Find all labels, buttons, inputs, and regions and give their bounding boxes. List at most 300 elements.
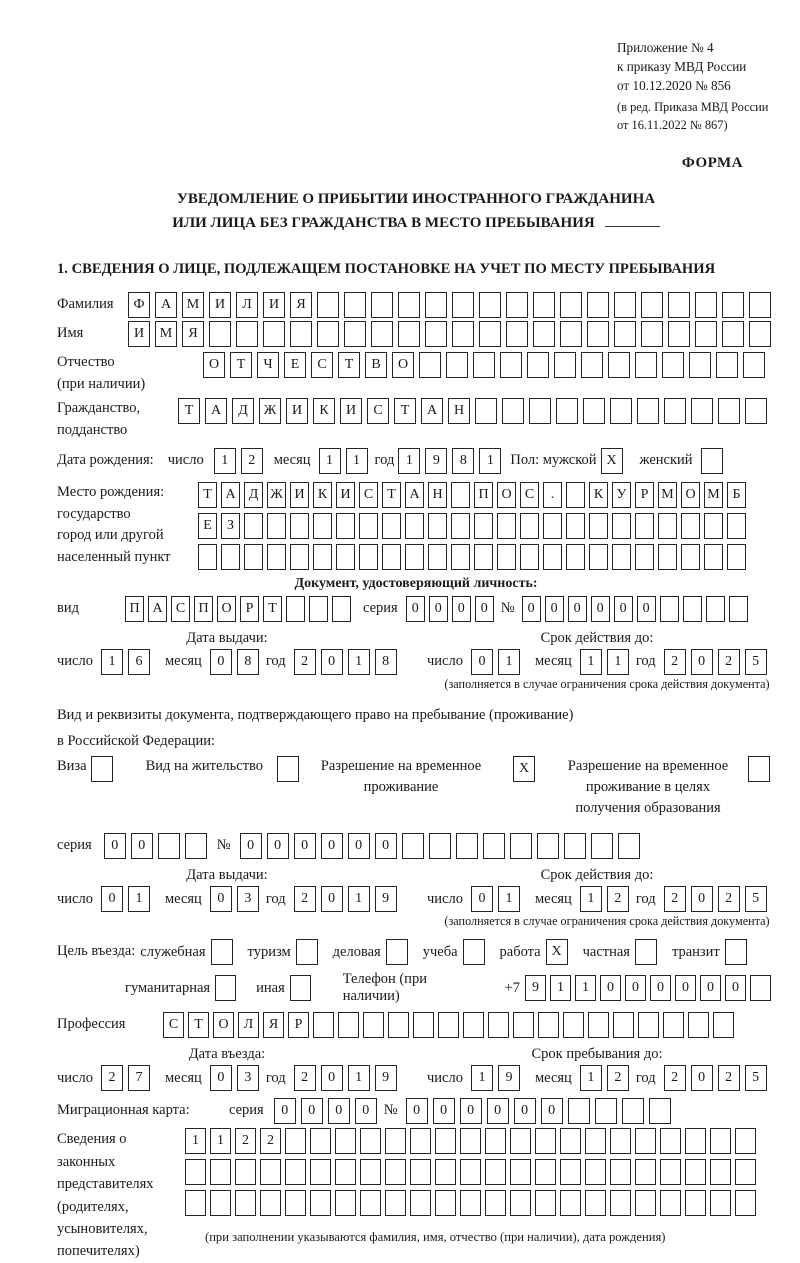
char-cell[interactable]	[382, 544, 401, 570]
char-cell[interactable]	[560, 1190, 581, 1216]
char-cell[interactable]: 0	[210, 886, 232, 912]
char-cell[interactable]	[215, 975, 236, 1001]
char-cell[interactable]	[713, 1012, 734, 1038]
char-cell[interactable]: 2	[664, 649, 686, 675]
char-cell[interactable]	[398, 292, 420, 318]
char-cell[interactable]: 8	[375, 649, 397, 675]
char-cell[interactable]: 1	[550, 975, 571, 1001]
char-cell[interactable]	[419, 352, 441, 378]
char-cell[interactable]	[591, 833, 613, 859]
char-cell[interactable]	[689, 352, 711, 378]
char-cell[interactable]: 2	[294, 1065, 316, 1091]
char-cell[interactable]	[405, 544, 424, 570]
char-cell[interactable]: С	[367, 398, 389, 424]
char-cell[interactable]	[729, 596, 748, 622]
char-cell[interactable]	[635, 1159, 656, 1185]
char-cell[interactable]	[535, 1159, 556, 1185]
char-cell[interactable]	[479, 292, 501, 318]
char-cell[interactable]	[235, 1190, 256, 1216]
char-cell[interactable]: 0	[471, 649, 493, 675]
char-cell[interactable]: 0	[691, 649, 713, 675]
char-cell[interactable]	[463, 939, 485, 965]
char-cell[interactable]	[510, 833, 532, 859]
char-cell[interactable]: 1	[580, 649, 602, 675]
char-cell[interactable]: 0	[568, 596, 587, 622]
char-cell[interactable]: 0	[321, 833, 343, 859]
char-cell[interactable]: П	[125, 596, 144, 622]
char-cell[interactable]: 5	[745, 649, 767, 675]
char-cell[interactable]	[695, 321, 717, 347]
char-cell[interactable]: А	[405, 482, 424, 508]
char-cell[interactable]	[641, 292, 663, 318]
char-cell[interactable]: 1	[348, 886, 370, 912]
char-cell[interactable]: .	[543, 482, 562, 508]
char-cell[interactable]	[460, 1159, 481, 1185]
char-cell[interactable]: 1	[185, 1128, 206, 1154]
char-cell[interactable]: 2	[607, 886, 629, 912]
char-cell[interactable]	[637, 398, 659, 424]
char-cell[interactable]	[456, 833, 478, 859]
char-cell[interactable]	[710, 1128, 731, 1154]
char-cell[interactable]: Д	[232, 398, 254, 424]
char-cell[interactable]: 0	[487, 1098, 509, 1124]
char-cell[interactable]: Е	[198, 513, 217, 539]
char-cell[interactable]	[410, 1190, 431, 1216]
char-cell[interactable]: Н	[428, 482, 447, 508]
char-cell[interactable]	[310, 1159, 331, 1185]
char-cell[interactable]	[638, 1012, 659, 1038]
char-cell[interactable]: Н	[448, 398, 470, 424]
char-cell[interactable]	[595, 1098, 617, 1124]
char-cell[interactable]	[335, 1128, 356, 1154]
char-cell[interactable]	[382, 513, 401, 539]
char-cell[interactable]: 1	[471, 1065, 493, 1091]
char-cell[interactable]	[479, 321, 501, 347]
char-cell[interactable]	[635, 1190, 656, 1216]
char-cell[interactable]	[587, 321, 609, 347]
char-cell[interactable]	[564, 833, 586, 859]
char-cell[interactable]	[560, 292, 582, 318]
char-cell[interactable]	[520, 544, 539, 570]
char-cell[interactable]: 2	[235, 1128, 256, 1154]
char-cell[interactable]: 0	[700, 975, 721, 1001]
char-cell[interactable]	[344, 321, 366, 347]
char-cell[interactable]: 9	[375, 1065, 397, 1091]
char-cell[interactable]: 0	[321, 649, 343, 675]
char-cell[interactable]: 0	[625, 975, 646, 1001]
char-cell[interactable]	[513, 1012, 534, 1038]
char-cell[interactable]: 0	[321, 1065, 343, 1091]
char-cell[interactable]: А	[421, 398, 443, 424]
char-cell[interactable]	[474, 513, 493, 539]
char-cell[interactable]	[506, 292, 528, 318]
char-cell[interactable]: 1	[210, 1128, 231, 1154]
char-cell[interactable]	[410, 1128, 431, 1154]
char-cell[interactable]	[556, 398, 578, 424]
char-cell[interactable]	[506, 321, 528, 347]
char-cell[interactable]: 0	[650, 975, 671, 1001]
char-cell[interactable]	[568, 1098, 590, 1124]
char-cell[interactable]	[385, 1159, 406, 1185]
char-cell[interactable]	[691, 398, 713, 424]
char-cell[interactable]: 1	[580, 1065, 602, 1091]
char-cell[interactable]: 1	[346, 448, 368, 474]
char-cell[interactable]	[338, 1012, 359, 1038]
char-cell[interactable]	[695, 292, 717, 318]
char-cell[interactable]: О	[497, 482, 516, 508]
char-cell[interactable]	[290, 321, 312, 347]
char-cell[interactable]: 0	[406, 1098, 428, 1124]
char-cell[interactable]	[317, 292, 339, 318]
char-cell[interactable]: 1	[398, 448, 420, 474]
char-cell[interactable]: С	[359, 482, 378, 508]
char-cell[interactable]	[529, 398, 551, 424]
char-cell[interactable]: 2	[101, 1065, 123, 1091]
char-cell[interactable]	[743, 352, 765, 378]
char-cell[interactable]	[520, 513, 539, 539]
char-cell[interactable]: Я	[290, 292, 312, 318]
char-cell[interactable]	[510, 1159, 531, 1185]
char-cell[interactable]: 0	[433, 1098, 455, 1124]
char-cell[interactable]	[475, 398, 497, 424]
char-cell[interactable]: В	[365, 352, 387, 378]
char-cell[interactable]	[610, 1128, 631, 1154]
char-cell[interactable]: К	[313, 482, 332, 508]
char-cell[interactable]: 1	[607, 649, 629, 675]
char-cell[interactable]	[210, 1190, 231, 1216]
char-cell[interactable]	[710, 1159, 731, 1185]
char-cell[interactable]: М	[658, 482, 677, 508]
char-cell[interactable]: 1	[319, 448, 341, 474]
char-cell[interactable]	[585, 1128, 606, 1154]
char-cell[interactable]: Л	[238, 1012, 259, 1038]
char-cell[interactable]	[410, 1159, 431, 1185]
char-cell[interactable]: 0	[591, 596, 610, 622]
char-cell[interactable]	[405, 513, 424, 539]
char-cell[interactable]: 5	[745, 886, 767, 912]
char-cell[interactable]: П	[194, 596, 213, 622]
char-cell[interactable]: 0	[294, 833, 316, 859]
char-cell[interactable]	[635, 1128, 656, 1154]
char-cell[interactable]: П	[474, 482, 493, 508]
char-cell[interactable]: 0	[471, 886, 493, 912]
char-cell[interactable]: 0	[210, 649, 232, 675]
char-cell[interactable]	[235, 1159, 256, 1185]
char-cell[interactable]: Т	[230, 352, 252, 378]
char-cell[interactable]: К	[589, 482, 608, 508]
char-cell[interactable]: 0	[348, 833, 370, 859]
char-cell[interactable]	[668, 321, 690, 347]
char-cell[interactable]	[660, 1128, 681, 1154]
char-cell[interactable]	[535, 1190, 556, 1216]
char-cell[interactable]	[211, 939, 233, 965]
char-cell[interactable]: 2	[260, 1128, 281, 1154]
char-cell[interactable]: О	[213, 1012, 234, 1038]
char-cell[interactable]	[750, 975, 771, 1001]
char-cell[interactable]	[198, 544, 217, 570]
char-cell[interactable]	[581, 352, 603, 378]
char-cell[interactable]	[635, 939, 657, 965]
char-cell[interactable]	[588, 1012, 609, 1038]
char-cell[interactable]: 0	[600, 975, 621, 1001]
char-cell[interactable]	[260, 1190, 281, 1216]
char-cell[interactable]	[413, 1012, 434, 1038]
char-cell[interactable]	[285, 1159, 306, 1185]
char-cell[interactable]	[371, 292, 393, 318]
char-cell[interactable]	[285, 1190, 306, 1216]
char-cell[interactable]	[267, 544, 286, 570]
char-cell[interactable]	[221, 544, 240, 570]
char-cell[interactable]	[344, 292, 366, 318]
char-cell[interactable]: А	[148, 596, 167, 622]
char-cell[interactable]	[658, 513, 677, 539]
char-cell[interactable]	[488, 1012, 509, 1038]
char-cell[interactable]	[185, 1190, 206, 1216]
char-cell[interactable]: Т	[338, 352, 360, 378]
char-cell[interactable]	[566, 544, 585, 570]
char-cell[interactable]	[260, 1159, 281, 1185]
char-cell[interactable]	[336, 513, 355, 539]
char-cell[interactable]: 0	[541, 1098, 563, 1124]
char-cell[interactable]	[463, 1012, 484, 1038]
char-cell[interactable]: 0	[104, 833, 126, 859]
char-cell[interactable]: 8	[452, 448, 474, 474]
char-cell[interactable]: И	[336, 482, 355, 508]
char-cell[interactable]: С	[171, 596, 190, 622]
char-cell[interactable]	[360, 1190, 381, 1216]
char-cell[interactable]	[614, 292, 636, 318]
char-cell[interactable]	[244, 544, 263, 570]
char-cell[interactable]: 0	[522, 596, 541, 622]
char-cell[interactable]	[704, 513, 723, 539]
char-cell[interactable]: Т	[263, 596, 282, 622]
char-cell[interactable]	[622, 1098, 644, 1124]
char-cell[interactable]	[688, 1012, 709, 1038]
char-cell[interactable]	[527, 352, 549, 378]
char-cell[interactable]	[706, 596, 725, 622]
char-cell[interactable]	[332, 596, 351, 622]
char-cell[interactable]	[685, 1159, 706, 1185]
char-cell[interactable]: 0	[675, 975, 696, 1001]
char-cell[interactable]	[438, 1012, 459, 1038]
char-cell[interactable]	[402, 833, 424, 859]
char-cell[interactable]: С	[520, 482, 539, 508]
char-cell[interactable]	[446, 352, 468, 378]
char-cell[interactable]	[554, 352, 576, 378]
char-cell[interactable]: 0	[355, 1098, 377, 1124]
char-cell[interactable]	[710, 1190, 731, 1216]
char-cell[interactable]: 0	[725, 975, 746, 1001]
char-cell[interactable]: 2	[718, 886, 740, 912]
char-cell[interactable]	[614, 321, 636, 347]
char-cell[interactable]	[473, 352, 495, 378]
char-cell[interactable]: 1	[348, 1065, 370, 1091]
char-cell[interactable]	[660, 1190, 681, 1216]
char-cell[interactable]: 2	[294, 649, 316, 675]
char-cell[interactable]	[285, 1128, 306, 1154]
char-cell[interactable]: 9	[375, 886, 397, 912]
char-cell[interactable]	[681, 513, 700, 539]
char-cell[interactable]: Ч	[257, 352, 279, 378]
char-cell[interactable]	[185, 1159, 206, 1185]
char-cell[interactable]: Ж	[267, 482, 286, 508]
char-cell[interactable]	[425, 292, 447, 318]
char-cell[interactable]	[451, 482, 470, 508]
char-cell[interactable]	[718, 398, 740, 424]
char-cell[interactable]: 0	[614, 596, 633, 622]
char-cell[interactable]: 0	[545, 596, 564, 622]
char-cell[interactable]	[660, 596, 679, 622]
char-cell[interactable]	[587, 292, 609, 318]
char-cell[interactable]	[727, 513, 746, 539]
char-cell[interactable]	[263, 321, 285, 347]
char-cell[interactable]	[722, 292, 744, 318]
char-cell[interactable]	[612, 513, 631, 539]
char-cell[interactable]: 0	[691, 1065, 713, 1091]
char-cell[interactable]	[502, 398, 524, 424]
char-cell[interactable]	[435, 1190, 456, 1216]
char-cell[interactable]	[589, 544, 608, 570]
char-cell[interactable]	[500, 352, 522, 378]
char-cell[interactable]	[310, 1128, 331, 1154]
char-cell[interactable]: Ф	[128, 292, 150, 318]
char-cell[interactable]	[386, 939, 408, 965]
char-cell[interactable]	[543, 513, 562, 539]
char-cell[interactable]	[725, 939, 747, 965]
char-cell[interactable]: 2	[664, 886, 686, 912]
char-cell[interactable]	[560, 321, 582, 347]
char-cell[interactable]	[460, 1128, 481, 1154]
char-cell[interactable]	[451, 513, 470, 539]
char-cell[interactable]: 0	[460, 1098, 482, 1124]
char-cell[interactable]	[533, 321, 555, 347]
char-cell[interactable]: 3	[237, 886, 259, 912]
char-cell[interactable]	[618, 833, 640, 859]
char-cell[interactable]: Р	[288, 1012, 309, 1038]
char-cell[interactable]	[560, 1159, 581, 1185]
char-cell[interactable]	[210, 1159, 231, 1185]
char-cell[interactable]: 1	[575, 975, 596, 1001]
char-cell[interactable]	[658, 544, 677, 570]
char-cell[interactable]: А	[155, 292, 177, 318]
char-cell[interactable]	[310, 1190, 331, 1216]
char-cell[interactable]: X	[513, 756, 535, 782]
char-cell[interactable]	[585, 1159, 606, 1185]
char-cell[interactable]: 0	[452, 596, 471, 622]
char-cell[interactable]	[485, 1159, 506, 1185]
char-cell[interactable]: Т	[188, 1012, 209, 1038]
char-cell[interactable]: И	[340, 398, 362, 424]
char-cell[interactable]	[735, 1159, 756, 1185]
char-cell[interactable]: 3	[237, 1065, 259, 1091]
char-cell[interactable]	[610, 1159, 631, 1185]
char-cell[interactable]: А	[205, 398, 227, 424]
char-cell[interactable]: 1	[479, 448, 501, 474]
char-cell[interactable]: 0	[101, 886, 123, 912]
char-cell[interactable]: 9	[525, 975, 546, 1001]
char-cell[interactable]: 0	[691, 886, 713, 912]
char-cell[interactable]	[681, 544, 700, 570]
char-cell[interactable]	[429, 833, 451, 859]
char-cell[interactable]: Я	[263, 1012, 284, 1038]
char-cell[interactable]	[335, 1159, 356, 1185]
char-cell[interactable]	[360, 1159, 381, 1185]
char-cell[interactable]: К	[313, 398, 335, 424]
char-cell[interactable]	[749, 321, 771, 347]
char-cell[interactable]: С	[163, 1012, 184, 1038]
char-cell[interactable]	[236, 321, 258, 347]
char-cell[interactable]	[309, 596, 328, 622]
char-cell[interactable]	[510, 1190, 531, 1216]
char-cell[interactable]: 0	[429, 596, 448, 622]
char-cell[interactable]	[563, 1012, 584, 1038]
char-cell[interactable]	[704, 544, 723, 570]
char-cell[interactable]: 1	[498, 649, 520, 675]
char-cell[interactable]: 0	[240, 833, 262, 859]
char-cell[interactable]	[560, 1128, 581, 1154]
char-cell[interactable]: И	[286, 398, 308, 424]
char-cell[interactable]	[635, 513, 654, 539]
char-cell[interactable]	[359, 544, 378, 570]
char-cell[interactable]: Я	[182, 321, 204, 347]
char-cell[interactable]: И	[128, 321, 150, 347]
char-cell[interactable]: 0	[274, 1098, 296, 1124]
char-cell[interactable]: О	[392, 352, 414, 378]
char-cell[interactable]: 1	[101, 649, 123, 675]
char-cell[interactable]	[749, 292, 771, 318]
char-cell[interactable]	[537, 833, 559, 859]
char-cell[interactable]: Е	[284, 352, 306, 378]
char-cell[interactable]	[185, 833, 207, 859]
char-cell[interactable]	[497, 513, 516, 539]
char-cell[interactable]: 2	[241, 448, 263, 474]
char-cell[interactable]	[538, 1012, 559, 1038]
char-cell[interactable]	[290, 975, 311, 1001]
char-cell[interactable]	[583, 398, 605, 424]
char-cell[interactable]	[589, 513, 608, 539]
char-cell[interactable]	[267, 513, 286, 539]
char-cell[interactable]	[485, 1128, 506, 1154]
char-cell[interactable]: 1	[348, 649, 370, 675]
char-cell[interactable]: 7	[128, 1065, 150, 1091]
char-cell[interactable]: И	[263, 292, 285, 318]
char-cell[interactable]: И	[290, 482, 309, 508]
char-cell[interactable]	[662, 352, 684, 378]
char-cell[interactable]: С	[311, 352, 333, 378]
char-cell[interactable]	[483, 833, 505, 859]
char-cell[interactable]: Р	[240, 596, 259, 622]
char-cell[interactable]	[685, 1190, 706, 1216]
char-cell[interactable]	[398, 321, 420, 347]
char-cell[interactable]: М	[155, 321, 177, 347]
char-cell[interactable]: 0	[267, 833, 289, 859]
char-cell[interactable]: 0	[321, 886, 343, 912]
char-cell[interactable]	[425, 321, 447, 347]
char-cell[interactable]	[735, 1128, 756, 1154]
char-cell[interactable]	[641, 321, 663, 347]
char-cell[interactable]: Л	[236, 292, 258, 318]
char-cell[interactable]	[313, 544, 332, 570]
char-cell[interactable]	[474, 544, 493, 570]
char-cell[interactable]	[748, 756, 770, 782]
char-cell[interactable]	[485, 1190, 506, 1216]
char-cell[interactable]: З	[221, 513, 240, 539]
char-cell[interactable]	[566, 513, 585, 539]
char-cell[interactable]	[716, 352, 738, 378]
char-cell[interactable]	[610, 398, 632, 424]
char-cell[interactable]: Ж	[259, 398, 281, 424]
char-cell[interactable]	[635, 352, 657, 378]
